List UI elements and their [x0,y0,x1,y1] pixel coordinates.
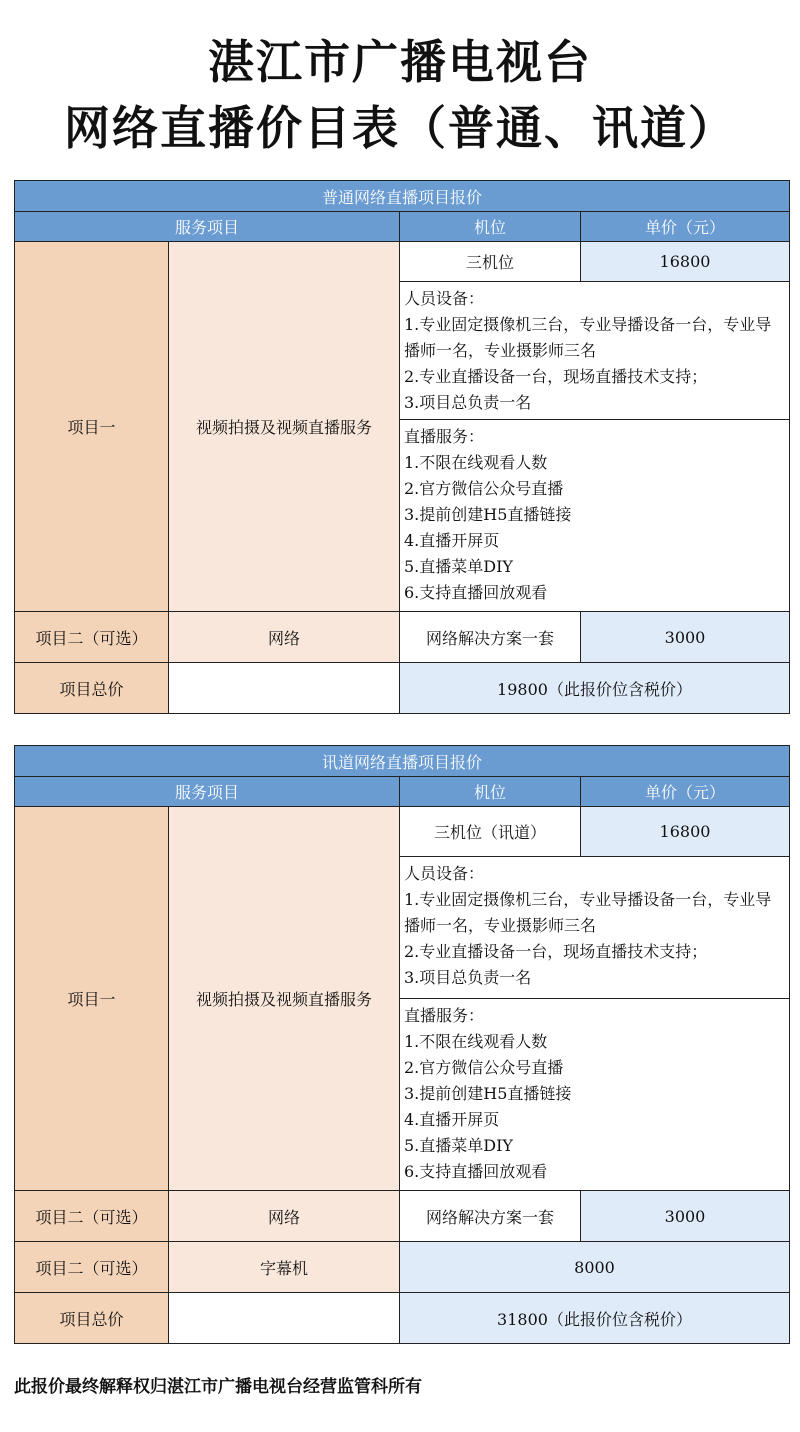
item3-label: 项目二（可选） [15,1242,169,1293]
detail-line: 1.专业固定摄像机三台，专业导播设备一台，专业导播师一名，专业摄影师三名 [404,315,772,360]
detail-line: 4.直播开屏页 [404,1110,500,1129]
header-position: 机位 [400,212,581,242]
item2-service: 网络 [169,612,400,663]
detail-line: 2.官方微信公众号直播 [404,479,564,498]
footer-note: 此报价最终解释权归湛江市广播电视台经营监管科所有 [14,1377,422,1397]
detail-line: 2.官方微信公众号直播 [404,1058,564,1077]
detail-line: 3.提前创建H5直播链接 [404,1084,572,1103]
detail-line: 人员设备： [404,289,485,308]
item1-service: 视频拍摄及视频直播服务 [169,242,400,612]
header-unit-price: 单价（元） [581,777,790,807]
item3-service: 字幕机 [169,1242,400,1293]
total-empty-cell [169,663,400,714]
header-unit-price: 单价（元） [581,212,790,242]
detail-line: 6.支持直播回放观看 [404,1162,548,1181]
item1-label: 项目一 [15,242,169,612]
price-table-broadcast [14,745,790,1344]
item2-service: 网络 [169,1191,400,1242]
item1-price: 16800 [581,242,790,282]
item1-position: 三机位 [400,242,581,282]
page-title-line1: 湛江市广播电视台 [208,35,592,89]
total-value: 19800（此报价位含税价） [400,663,790,714]
detail-line: 2.专业直播设备一台，现场直播技术支持； [404,942,708,961]
total-value: 31800（此报价位含税价） [400,1293,790,1344]
detail-line: 6.支持直播回放观看 [404,583,548,602]
total-label: 项目总价 [15,1293,169,1344]
item1-position: 三机位（讯道） [400,807,581,857]
item2-label: 项目二（可选） [15,612,169,663]
item2-price: 3000 [581,1191,790,1242]
live-service-details [400,420,790,612]
detail-line: 2.专业直播设备一台，现场直播技术支持； [404,367,708,386]
header-service: 服务项目 [15,777,400,807]
header-position: 机位 [400,777,581,807]
detail-line: 1.专业固定摄像机三台，专业导播设备一台，专业导播师一名，专业摄影师三名 [404,890,772,935]
header-service: 服务项目 [15,212,400,242]
detail-line: 3.项目总负责一名 [404,968,532,987]
detail-line: 直播服务： [404,1006,485,1025]
live-service-details [400,999,790,1191]
item2-position: 网络解决方案一套 [400,1191,581,1242]
detail-line: 1.不限在线观看人数 [404,1032,548,1051]
item3-price: 8000 [400,1242,790,1293]
detail-line: 3.项目总负责一名 [404,393,532,412]
item1-service: 视频拍摄及视频直播服务 [169,807,400,1191]
item2-position: 网络解决方案一套 [400,612,581,663]
detail-line: 5.直播菜单DIY [404,557,513,576]
total-empty-cell [169,1293,400,1344]
table-caption: 普通网络直播项目报价 [15,181,790,212]
detail-line: 1.不限在线观看人数 [404,453,548,472]
detail-line: 3.提前创建H5直播链接 [404,505,572,524]
detail-line: 人员设备： [404,864,485,883]
staff-equipment-details [400,282,790,420]
item2-price: 3000 [581,612,790,663]
item1-price: 16800 [581,807,790,857]
table-caption: 讯道网络直播项目报价 [15,746,790,777]
item1-label: 项目一 [15,807,169,1191]
detail-line: 直播服务： [404,427,485,446]
total-label: 项目总价 [15,663,169,714]
detail-line: 4.直播开屏页 [404,531,500,550]
detail-line: 5.直播菜单DIY [404,1136,513,1155]
page-title-line2: 网络直播价目表（普通、讯道） [64,101,736,155]
price-table-regular [14,180,790,714]
staff-equipment-details [400,857,790,999]
item2-label: 项目二（可选） [15,1191,169,1242]
